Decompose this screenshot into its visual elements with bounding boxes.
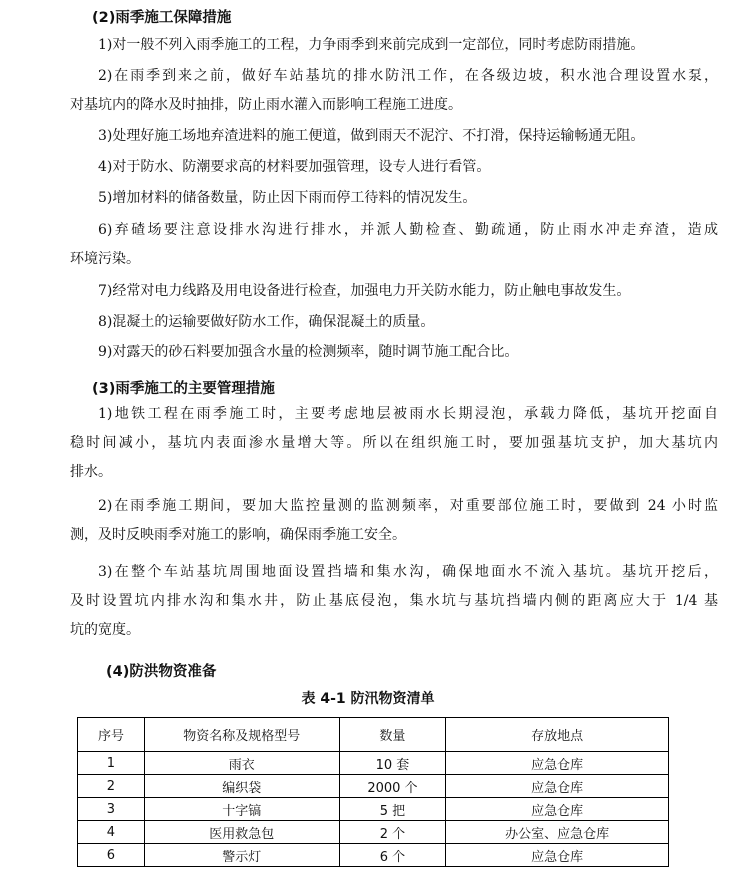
header-quantity: 数量 <box>339 718 446 752</box>
cell-index: 2 <box>78 775 145 798</box>
cell-quantity: 10 套 <box>339 752 446 775</box>
table-row <box>78 775 669 798</box>
cell-quantity: 2 个 <box>339 821 446 844</box>
paragraph-line: 6)弃碴场要注意设排水沟进行排水，并派人勤检查、勤疏通，防止雨水冲走弃渣，造成 <box>98 222 718 238</box>
paragraph <box>70 184 718 213</box>
cell-location: 应急仓库 <box>446 775 669 798</box>
cell-item-name: 雨衣 <box>144 752 339 775</box>
section-heading-management: (3)雨季施工的主要管理措施 <box>92 381 275 397</box>
cell-location: 应急仓库 <box>446 844 669 867</box>
paragraph-line: 坑的宽度。 <box>70 622 140 638</box>
table-row <box>78 752 669 775</box>
table-row <box>78 844 669 867</box>
paragraph <box>70 122 718 151</box>
cell-item-name: 警示灯 <box>144 844 339 867</box>
cell-index: 1 <box>78 752 145 775</box>
paragraph-line: 7)经常对电力线路及用电设备进行检查，加强电力开关防水能力，防止触电事故发生。 <box>98 283 631 299</box>
cell-quantity: 2000 个 <box>339 775 446 798</box>
paragraph-line: 及时设置坑内排水沟和集水井，防止基底侵泡，集水坑与基坑挡墙内侧的距离应大于 1/4 基 <box>70 593 718 609</box>
paragraph <box>70 62 718 120</box>
cell-item-name: 编织袋 <box>144 775 339 798</box>
cell-quantity: 6 个 <box>339 844 446 867</box>
paragraph <box>70 492 718 550</box>
cell-index: 4 <box>78 821 145 844</box>
cell-index: 6 <box>78 844 145 867</box>
paragraph-line: 1)对一般不列入雨季施工的工程，力争雨季到来前完成到一定部位，同时考虑防雨措施。 <box>98 37 645 53</box>
table-row <box>78 821 669 844</box>
paragraph <box>70 400 718 487</box>
paragraph-line: 2)在雨季施工期间，要加大监控量测的监测频率，对重要部位施工时，要做到 24 小时监 <box>98 498 718 514</box>
header-item-name: 物资名称及规格型号 <box>144 718 339 752</box>
paragraph <box>70 31 718 60</box>
paragraph-line: 环境污染。 <box>70 251 140 267</box>
table-row <box>78 798 669 821</box>
header-location: 存放地点 <box>446 718 669 752</box>
paragraph-line: 3)处理好施工场地弃渣进料的施工便道，做到雨天不泥泞、不打滑，保持运输畅通无阻。 <box>98 128 645 144</box>
cell-item-name: 十字镐 <box>144 798 339 821</box>
paragraph-line: 8)混凝土的运输要做好防水工作，确保混凝土的质量。 <box>98 314 435 330</box>
paragraph <box>70 308 718 337</box>
paragraph-line: 5)增加材料的储备数量，防止因下雨而停工待料的情况发生。 <box>98 190 477 206</box>
paragraph-line: 对基坑内的降水及时抽排，防止雨水灌入而影响工程施工进度。 <box>70 97 462 113</box>
cell-index: 3 <box>78 798 145 821</box>
paragraph <box>70 558 718 645</box>
cell-item-name: 医用救急包 <box>144 821 339 844</box>
paragraph-line: 排水。 <box>70 464 112 480</box>
paragraph-line: 2)在雨季到来之前，做好车站基坑的排水防汛工作，在各级边坡，积水池合理设置水泵， <box>98 68 718 84</box>
paragraph <box>70 338 718 367</box>
paragraph-line: 4)对于防水、防潮要求高的材料要加强管理，设专人进行看管。 <box>98 159 491 175</box>
supplies-table <box>77 717 669 867</box>
section-heading-flood-supplies: (4)防洪物资准备 <box>106 664 217 680</box>
cell-quantity: 5 把 <box>339 798 446 821</box>
section-heading-rain-measures: (2)雨季施工保障措施 <box>92 10 232 26</box>
table-caption: 表 4-1 防汛物资清单 <box>301 691 435 707</box>
paragraph <box>70 277 718 306</box>
header-index: 序号 <box>78 718 145 752</box>
cell-location: 办公室、应急仓库 <box>446 821 669 844</box>
paragraph-line: 测，及时反映雨季对施工的影响，确保雨季施工安全。 <box>70 527 406 543</box>
cell-location: 应急仓库 <box>446 752 669 775</box>
table-header-row <box>78 718 669 752</box>
paragraph-line: 稳时间减小，基坑内表面渗水量增大等。所以在组织施工时，要加强基坑支护，加大基坑内 <box>70 435 718 451</box>
paragraph <box>70 216 718 274</box>
paragraph <box>70 153 718 182</box>
paragraph-line: 9)对露天的砂石料要加强含水量的检测频率，随时调节施工配合比。 <box>98 344 519 360</box>
paragraph-line: 1)地铁工程在雨季施工时，主要考虑地层被雨水长期浸泡，承载力降低，基坑开挖面自 <box>98 406 718 422</box>
cell-location: 应急仓库 <box>446 798 669 821</box>
paragraph-line: 3)在整个车站基坑周围地面设置挡墙和集水沟，确保地面水不流入基坑。基坑开挖后， <box>98 564 718 580</box>
